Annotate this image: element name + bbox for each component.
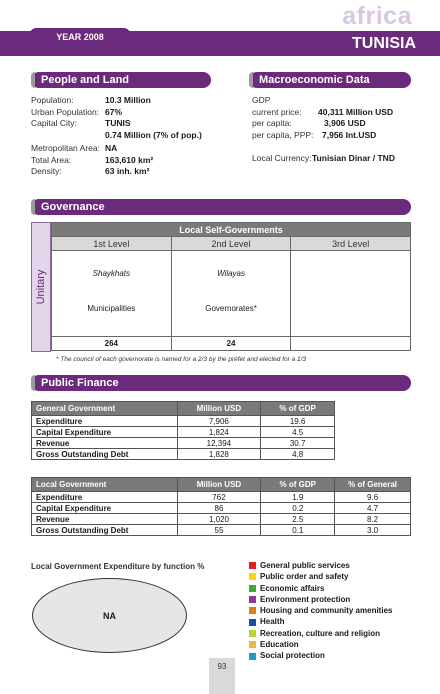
- local-header-general: % of General: [335, 478, 411, 492]
- local-header-name: Local Government: [32, 478, 178, 492]
- kv-row: per capita: 3,906 USD: [252, 118, 366, 128]
- level-1-cell: [52, 251, 172, 337]
- legend-swatch: [249, 562, 256, 569]
- local-self-governments-header: Local Self-Governments: [52, 223, 411, 237]
- year-tab: YEAR 2008: [30, 28, 130, 47]
- kv-row: Density: 63 inh. km²: [31, 166, 150, 176]
- level-2-header: 2nd Level: [171, 237, 291, 251]
- currency-row: Local Currency: Tunisian Dinar / TND: [252, 153, 395, 163]
- governance-side-label: Unitary: [31, 222, 51, 352]
- kv-row: per capita, PPP: 7,956 Int.USD: [252, 129, 377, 140]
- general-government-table: [31, 401, 335, 460]
- kv-row: Population: 10.3 Million: [31, 95, 151, 105]
- table-row: Revenue 1,020 2.5 8.2: [32, 514, 411, 525]
- local-header-gdp: % of GDP: [261, 478, 335, 492]
- general-header-name: General Government: [32, 402, 178, 416]
- legend-swatch: [249, 653, 256, 660]
- level-2-cell: [171, 251, 291, 337]
- people-land-list: [31, 95, 202, 178]
- kv-row: Urban Population: 67%: [31, 106, 123, 117]
- section-macroeconomic: Macroeconomic Data: [249, 72, 411, 88]
- expenditure-legend: [249, 560, 392, 662]
- legend-item: Economic affairs: [249, 583, 392, 594]
- level-1-count: 264: [52, 337, 172, 351]
- expenditure-title: Local Government Expenditure by function %: [31, 562, 205, 571]
- governance-table: [51, 222, 411, 351]
- legend-swatch: [249, 619, 256, 626]
- level-2-type: Wilayas: [217, 269, 245, 278]
- local-government-table: [31, 477, 411, 536]
- local-header-usd: Million USD: [177, 478, 261, 492]
- table-row: Expenditure 7,906 19.6: [32, 416, 335, 427]
- level-1-header: 1st Level: [52, 237, 172, 251]
- table-row: Capital Expenditure 86 0.2 4.7: [32, 503, 411, 514]
- level-2-name: Governorates*: [205, 304, 257, 313]
- kv-row: Metropolitan Area: NA: [31, 143, 118, 153]
- legend-item: General public services: [249, 560, 392, 571]
- level-3-count: [291, 337, 411, 351]
- country-title: TUNISIA: [352, 35, 416, 52]
- kv-row: 0.74 Million (7% of pop.): [105, 129, 202, 140]
- macro-list: [252, 95, 395, 165]
- level-1-name: Municipalities: [87, 304, 136, 313]
- section-governance: Governance: [31, 199, 411, 215]
- legend-item: Housing and community amenities: [249, 605, 392, 616]
- general-header-usd: Million USD: [177, 402, 261, 416]
- page-number-tab: [209, 658, 235, 694]
- legend-item: Environment protection: [249, 594, 392, 605]
- legend-swatch: [249, 607, 256, 614]
- legend-swatch: [249, 596, 256, 603]
- kv-row: current price: 40,311 Million USD: [252, 106, 394, 117]
- section-people-land: People and Land: [31, 72, 211, 88]
- region-title: africa: [342, 2, 412, 30]
- level-2-count: 24: [171, 337, 291, 351]
- legend-item: Social protection: [249, 650, 392, 661]
- legend-swatch: [249, 585, 256, 592]
- legend-item: Recreation, culture and religion: [249, 628, 392, 639]
- expenditure-placeholder-oval: [32, 578, 187, 653]
- level-3-header: 3rd Level: [291, 237, 411, 251]
- table-row: Capital Expenditure 1,824 4.5: [32, 427, 335, 438]
- legend-item: Health: [249, 616, 392, 627]
- legend-item: Public order and safety: [249, 571, 392, 582]
- governance-footnote: * The council of each governorate is named for a 2/3 by the préfet and elected for a 1/3: [56, 356, 307, 363]
- table-row: Gross Outstanding Debt 1,828 4.8: [32, 449, 335, 460]
- section-public-finance: Public Finance: [31, 375, 411, 391]
- table-row: Expenditure 762 1.9 9.6: [32, 492, 411, 503]
- legend-swatch: [249, 630, 256, 637]
- kv-row: Total Area: 163,610 km²: [31, 154, 154, 165]
- legend-swatch: [249, 573, 256, 580]
- legend-swatch: [249, 641, 256, 648]
- table-row: Gross Outstanding Debt 55 0.1 3.0: [32, 525, 411, 536]
- gdp-label: GDP: [252, 95, 271, 105]
- na-label: NA: [103, 610, 116, 621]
- general-header-gdp: % of GDP: [261, 402, 335, 416]
- legend-item: Education: [249, 639, 392, 650]
- table-row: Revenue 12,394 30.7: [32, 438, 335, 449]
- kv-row: Capital City: TUNIS: [31, 118, 131, 128]
- level-3-cell: [291, 251, 411, 337]
- level-1-type: Shaykhats: [92, 269, 131, 278]
- page-number: 93: [217, 662, 227, 671]
